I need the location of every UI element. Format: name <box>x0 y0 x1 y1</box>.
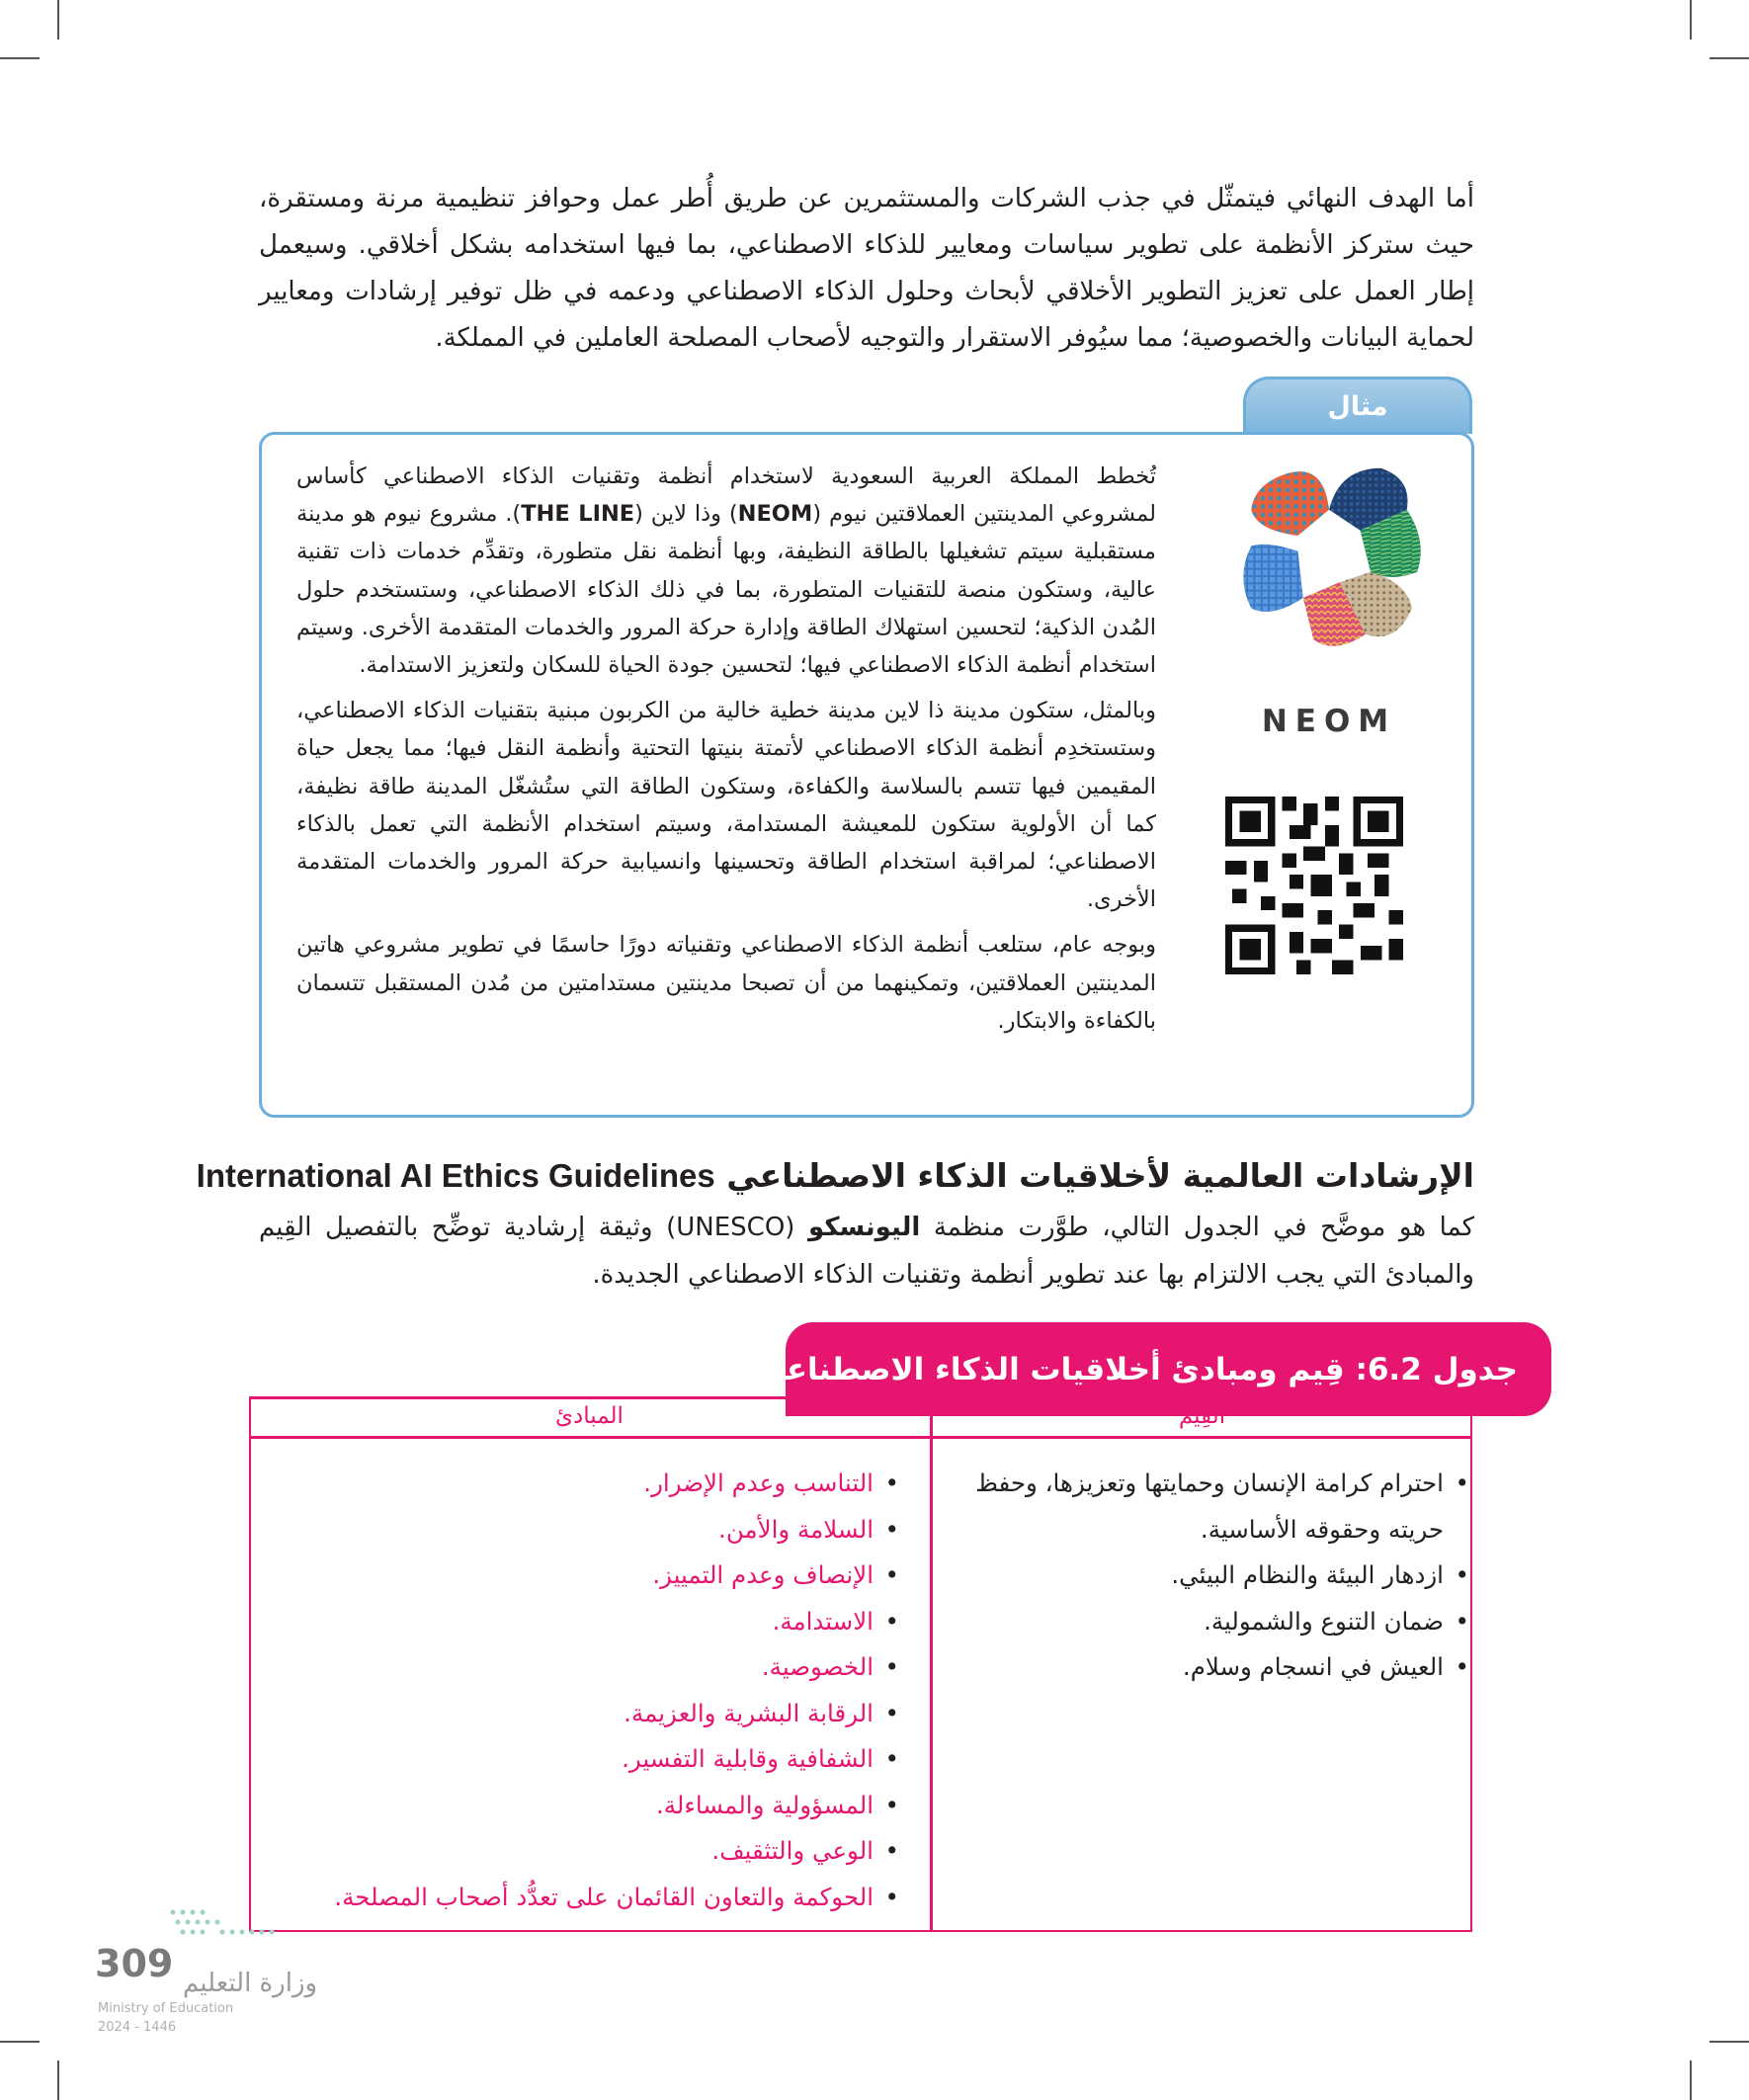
crop-mark <box>1690 0 1692 40</box>
text-span: (UNESCO) وثيقة إرشادية توضِّح بالتفصيل القِيم والمبادئ التي يجب الالتزام بها عند تطوير أنظمة وتقنيات الذكاء الاصطناعي الجديدة. <box>259 1213 1474 1290</box>
section-heading-ar: الإرشادات العالمية لأخلاقيات الذكاء الاصطناعي <box>726 1156 1474 1195</box>
list-item: • الإنصاف وعدم التمييز. <box>287 1553 899 1599</box>
principles-list <box>287 1461 899 1920</box>
column-header-values: القِيم <box>1178 1403 1226 1429</box>
crop-mark <box>57 0 59 40</box>
intro-paragraph: أما الهدف النهائي فيتمثّل في جذب الشركات والمستثمرين عن طريق أُطر عمل وحوافز تنظيمية مرنة ومستقرة، حيث ستركز الأنظمة على تطوير سياسات ومعايير للذكاء الاصطناعي، بما فيها استخدامه بشكل أخلاقي. وسيعمل إطار العمل على تعزيز التطوير الأخلاقي لأبحاث وحلول الذكاء الاصطناعي ودعمه في ظل توفير إرشادات ومعايير لحماية البيانات والخصوصية؛ مما سيُوفر الاستقرار والتوجيه لأصحاب المصلحة العاملين في المملكة. <box>259 184 1474 353</box>
list-item: • الحوكمة والتعاون القائمان على تعدُّد أصحاب المصلحة. <box>287 1875 899 1921</box>
list-item: • الاستدامة. <box>287 1599 899 1645</box>
ministry-logo-icon <box>163 1902 321 1962</box>
neom-term: NEOM <box>737 501 813 528</box>
section-heading-en: International AI Ethics Guidelines <box>196 1157 715 1194</box>
list-item: • ضمان التنوع والشمولية. <box>956 1599 1469 1645</box>
list-item: • ازدهار البيئة والنظام البيئي. <box>956 1553 1469 1599</box>
neom-logo-icon <box>1225 453 1433 660</box>
qr-code-icon[interactable] <box>1225 797 1403 974</box>
list-item: • العيش في انسجام وسلام. <box>956 1644 1469 1691</box>
values-list <box>956 1461 1469 1691</box>
list-item: • الشفافية وقابلية التفسير. <box>287 1736 899 1783</box>
crop-mark <box>1709 2041 1749 2043</box>
list-item: • الرقابة البشرية والعزيمة. <box>287 1691 899 1737</box>
text-span: ). مشروع نيوم هو مدينة مستقبلية سيتم تشغيلها بالطاقة النظيفة، وبها أنظمة نقل متطورة، وتقدِّم خدمات ذات تقنية عالية، وستكون منصة للتقنيات المتطورة، بما في ذلك الذكاء الاصطناعي، وستستخدم حلول المُدن الذكية؛ لتحسين استهلاك الطاقة وإدارة حركة المرور والخدمات المتقدمة الأخرى. وسيتم استخدام أنظمة الذكاء الاصطناعي فيها؛ لتحسين جودة الحياة للسكان ولتعزيز الاستدامة. <box>296 501 1156 679</box>
list-item: • احترام كرامة الإنسان وحمايتها وتعزيزها، وحفظ حريته وحقوقه الأساسية. <box>956 1461 1469 1553</box>
example-paragraph-1 <box>296 458 1156 684</box>
crop-mark <box>1709 57 1749 59</box>
ministry-name-en: Ministry of Education <box>98 2001 234 2016</box>
table-column-divider <box>930 1396 933 1932</box>
example-text <box>296 458 1156 1048</box>
unesco-term: اليونسكو <box>808 1213 921 1242</box>
table-title: جدول 6.2: قِيم ومبادئ أخلاقيات الذكاء الاصطناعي <box>786 1322 1551 1416</box>
ministry-name-ar: وزارة التعليم <box>183 1969 318 1998</box>
list-item: • التناسب وعدم الإضرار. <box>287 1461 899 1507</box>
crop-mark <box>0 57 40 59</box>
crop-mark <box>0 2041 40 2043</box>
example-paragraph-3: وبوجه عام، ستلعب أنظمة الذكاء الاصطناعي وتقنياته دورًا حاسمًا في تطوير مشروعي هاتين المدينتين العملاقتين، وتمكينهما من أن تصبحا مدينتين مستدامتين من مُدن المستقبل تتسمان بالكفاءة والابتكار. <box>296 932 1156 1034</box>
text-span: تُخطط المملكة العربية السعودية لاستخدام أنظمة وتقنيات الذكاء الاصطناعي كأساس لمشروعي المدينتين العملاقتين نيوم ( <box>296 463 1156 528</box>
page-number: 309 <box>95 1942 174 1985</box>
text-span: كما هو موضَّح في الجدول التالي، طوَّرت منظمة <box>920 1213 1474 1242</box>
section-body <box>259 1204 1474 1299</box>
the-line-term: THE LINE <box>521 501 635 528</box>
crop-mark <box>57 2060 59 2100</box>
column-header-principles: المبادئ <box>555 1403 624 1429</box>
list-item: • المسؤولية والمساءلة. <box>287 1783 899 1829</box>
section-heading <box>196 1156 1474 1195</box>
text-span: ) وذا لاين ( <box>634 501 738 528</box>
example-tab: مثال <box>1243 377 1472 434</box>
ministry-year: 2024 - 1446 <box>98 2020 177 2035</box>
crop-mark <box>1690 2060 1692 2100</box>
list-item: • السلامة والأمن. <box>287 1507 899 1554</box>
example-paragraph-2: وبالمثل، ستكون مدينة ذا لاين مدينة خطية خالية من الكربون مبنية بتقنيات الذكاء الاصطناعي، وستستخدِم أنظمة الذكاء الاصطناعي لأتمتة بنيتها التحتية وأنظمة النقل فيها؛ مما يجعل حياة المقيمين فيها تتسم بالسلاسة والكفاءة، وستكون الطاقة التي ستُشغّل المدينة طاقة نظيفة، كما أن الأولوية ستكون للمعيشة المستدامة، وسيتم استخدام الأنظمة التي تعمل بالذكاء الاصطناعي؛ لمراقبة استخدام الطاقة وتحسينها وانسيابية حركة المرور والخدمات المتقدمة الأخرى. <box>296 698 1156 913</box>
neom-logo-text: NEOM <box>1261 704 1397 739</box>
list-item: • الخصوصية. <box>287 1644 899 1691</box>
list-item: • الوعي والتثقيف. <box>287 1828 899 1875</box>
